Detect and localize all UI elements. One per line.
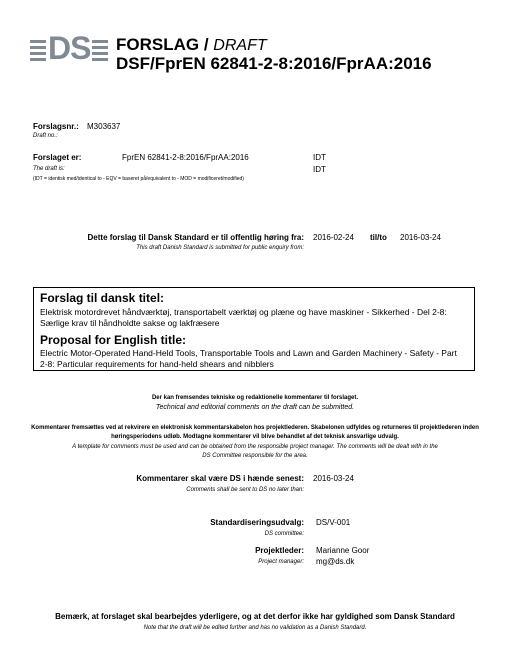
forslaget-label: Forslaget er:	[33, 153, 82, 162]
forslaget-value: FprEN 62841-2-8:2016/FprAA:2016	[122, 153, 249, 162]
draft-label: DRAFT	[213, 37, 267, 54]
manager-label: Projektleder:	[255, 546, 304, 555]
comments-para-en-1: A template for comments must be used and can be obtained from the responsible project manager. The comments will be dealt with in the	[72, 444, 438, 450]
comments-para-da: Kommentarer fremsættes ved at rekvirere en elektronisk kommentarskabelon hos projektlederen. Skabelonen udfyldes og returneres til projektlederen inden høringsperiodens udløb. Modtagne kommentarer vil blive behandlet af det teknisk ansvarlige udvalg.	[31, 425, 479, 440]
hoering-til: til/to	[370, 233, 387, 242]
manager-name: Marianne Goor	[316, 546, 370, 555]
hoering-from: 2016-02-24	[313, 233, 354, 242]
hoering-label-en: This draft Danish Standard is submitted for public enquiry from:	[136, 245, 304, 251]
forslag-label: FORSLAG /	[116, 35, 209, 54]
hoering-to: 2016-03-24	[400, 233, 441, 242]
comments-para-en-2: DS Committee responsible for the area.	[202, 453, 308, 459]
en-title-text: Electric Motor-Operated Hand-Held Tools, Transportable Tools and Lawn and Garden Machinery - Safety - Part 2-8: Particular requirements for hand-held shears and nibblers	[40, 348, 457, 369]
manager-email: mg@ds.dk	[316, 557, 355, 566]
da-title-text: Elektrisk motordrevet håndværktøj, transportabelt værktøj og plæne og have maskiner - Sikkerhed - Del 2-8: Særlige krav til håndholdte sakse og lakfræsere	[40, 307, 447, 328]
manager-label-en: Project manager:	[258, 559, 304, 565]
deadline-label: Kommentarer skal være DS i hænde senest:	[136, 474, 304, 483]
footer-note-en: Note that the draft will be edited further and has no validation as a Danish Standard.	[143, 625, 367, 631]
standard-id: DSF/FprEN 62841-2-8:2016/FprAA:2016	[116, 54, 432, 73]
forslagsnr-value: M303637	[87, 122, 121, 131]
deadline-label-en: Comments shall be sent to DS no later than:	[186, 487, 304, 493]
title-box	[33, 287, 475, 371]
forslagsnr-label-en: Draft no.:	[33, 133, 58, 139]
header-title	[116, 35, 267, 55]
forslaget-legend: (IDT = identisk med/identical to - EQV = baseret på/equivalent to - MOD = modificeret/modified)	[33, 176, 244, 182]
forslaget-code-2: IDT	[313, 165, 326, 174]
logo-right-bars	[92, 40, 108, 64]
committee-label-en: DS committee:	[264, 531, 304, 537]
hoering-label: Dette forslag til Dansk Standard er til offentlig høring fra:	[87, 233, 304, 242]
da-title-heading: Forslag til dansk titel:	[40, 291, 165, 305]
comments-line1: Der kan fremsendes tekniske og redaktionelle kommentarer til forslaget.	[151, 395, 359, 401]
committee-label: Standardiseringsudvalg:	[210, 518, 304, 527]
deadline-value: 2016-03-24	[313, 474, 354, 483]
logo-left-bars	[30, 40, 46, 64]
forslaget-label-en: The draft is:	[33, 166, 65, 172]
footer-note-da: Bemærk, at forslaget skal bearbejdes yderligere, og at det derfor ikke har gyldighed som Dansk Standard	[55, 612, 455, 621]
committee-value: DS/V-001	[316, 518, 351, 527]
forslaget-code: IDT	[313, 153, 326, 162]
forslagsnr-label: Forslagsnr.:	[33, 122, 79, 131]
en-title-heading: Proposal for English title:	[40, 333, 187, 347]
logo-text: DS	[48, 30, 91, 66]
comments-line1-en: Technical and editorial comments on the draft can be submitted.	[155, 404, 355, 411]
